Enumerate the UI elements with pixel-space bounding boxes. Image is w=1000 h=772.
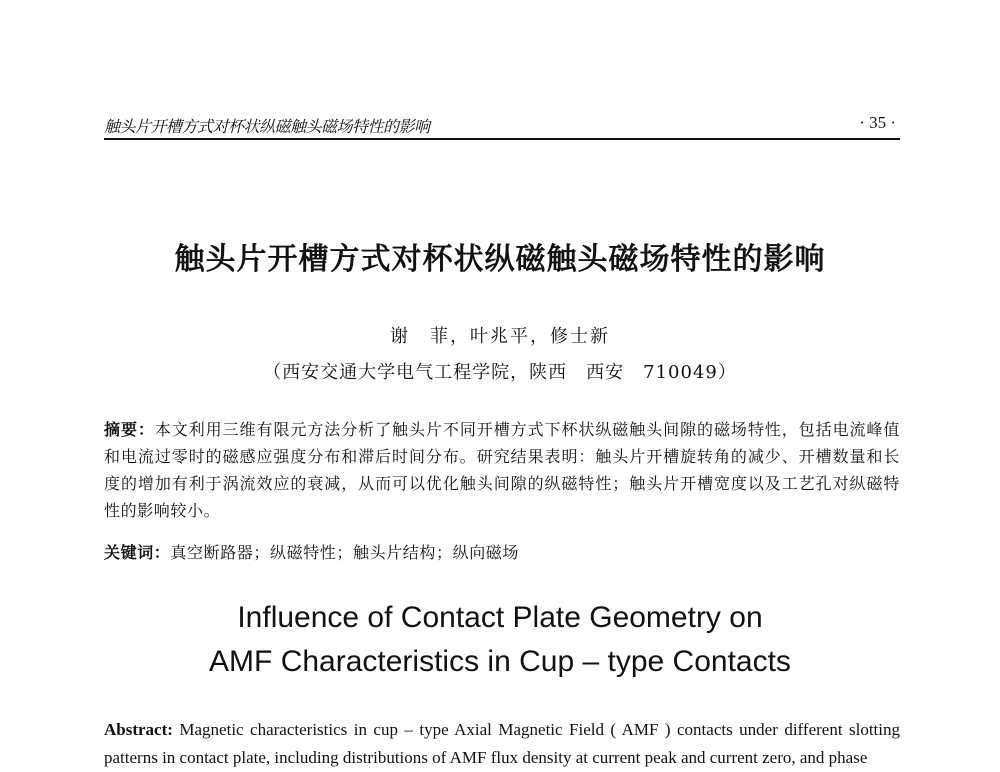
keywords-chinese	[104, 540, 900, 563]
paper-title-english-line1: Influence of Contact Plate Geometry on	[237, 601, 763, 634]
abstract-chinese	[104, 416, 900, 524]
abstract-chinese-label: 摘要：	[104, 420, 155, 439]
keywords-chinese-label: 关键词：	[104, 543, 171, 562]
paper-title-english	[0, 596, 1000, 684]
running-header	[104, 108, 900, 140]
running-title: 触头片开槽方式对杯状纵磁触头磁场特性的影响	[104, 117, 430, 136]
abstract-english-label: Abstract:	[104, 720, 173, 739]
page-number: · 35 ·	[859, 113, 896, 132]
author-affiliation: （西安交通大学电气工程学院，陕西 西安 710049）	[263, 362, 737, 383]
paper-title-english-line2: AMF Characteristics in Cup – type Contacts	[209, 645, 791, 678]
author-list: 谢 菲，叶兆平，修士新	[390, 326, 610, 347]
paper-title-chinese: 触头片开槽方式对杯状纵磁触头磁场特性的影响	[174, 242, 826, 277]
abstract-chinese-text: 本文利用三维有限元方法分析了触头片不同开槽方式下杯状纵磁触头间隙的磁场特性，包括电流峰值和电流过零时的磁感应强度分布和滞后时间分布。研究结果表明：触头片开槽旋转角的减少、开槽数量和长度的增加有利于涡流效应的衰减，从而可以优化触头间隙的纵磁特性；触头片开槽宽度以及工艺孔对纵磁特性的影响较小。	[104, 420, 900, 520]
keywords-chinese-text: 真空断路器；纵磁特性；触头片结构；纵向磁场	[170, 543, 520, 562]
abstract-english	[104, 716, 900, 772]
abstract-english-text: Magnetic characteristics in cup – type Axial Magnetic Field ( AMF ) contacts under different slotting patterns in contact plate, including distributions of AMF flux density at current peak and current zero, and phase	[104, 720, 901, 767]
